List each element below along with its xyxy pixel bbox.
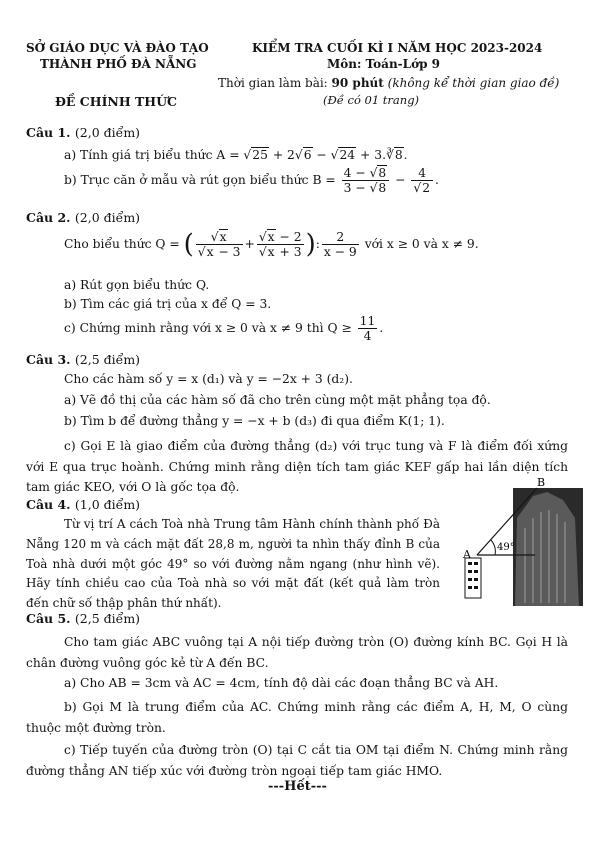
- question-4-heading: Câu 4. (1,0 điểm): [26, 497, 141, 512]
- question-3c: c) Gọi E là giao điểm của đường thẳng (d₂) với trục tung và F là điểm đối xứng với E qua trục hoành. Chứng minh rằng diện tích tam giác KEF gấp hai lần diện tích tam giác KEO, với O là gốc tọa độ.: [26, 439, 568, 494]
- label-angle: 49°: [497, 542, 515, 553]
- question-2b: b) Tìm các giá trị của x để Q = 3.: [64, 297, 272, 311]
- department-line-1: SỞ GIÁO DỤC VÀ ĐÀO TẠO: [26, 41, 209, 55]
- question-1b: b) Trục căn ở mẫu và rút gọn biểu thức B = $\frac{4 - √8}{3 - √8}$ − $\frac{4}{√2}$ .: [64, 166, 439, 195]
- question-5-intro: Cho tam giác ABC vuông tại A nội tiếp đường tròn (O) đường kính BC. Gọi H là chân đường vuông góc kẻ từ A đến BC.: [26, 635, 568, 670]
- question-1a: a) Tính giá trị biểu thức A = √25 + 2√6 − √24 + 3.∛8.: [64, 148, 408, 162]
- question-2c: c) Chứng minh rằng với x ≥ 0 và x ≠ 9 thì Q ≥ $\frac{11}{4}$ .: [64, 314, 384, 343]
- label-B: B: [537, 478, 546, 489]
- time-line: Thời gian làm bài: 90 phút (không kể thời gian giao đề): [218, 76, 560, 90]
- question-3-heading: Câu 3. (2,5 điểm): [26, 352, 141, 367]
- exam-title: KIỂM TRA CUỐI KÌ I NĂM HỌC 2023-2024: [252, 41, 543, 55]
- label-A: A: [463, 548, 471, 561]
- question-3a: a) Vẽ đồ thị của các hàm số đã cho trên cùng một mặt phẳng tọa độ.: [64, 393, 491, 407]
- end-marker: ---Hết---: [268, 779, 327, 794]
- question-5-heading: Câu 5. (2,5 điểm): [26, 611, 141, 626]
- subject: Môn: Toán-Lớp 9: [327, 57, 441, 71]
- observation-building: [465, 558, 481, 598]
- question-4-text: Từ vị trí A cách Toà nhà Trung tâm Hành chính thành phố Đà Nẵng 120 m và cách mặt đất 28,8 m, người ta nhìn thấy đỉnh B của Toà nhà dưới một góc 49° so với đường nằm ngang (như hình vẽ). Hãy tính chiều cao của Toà nhà so với mặt đất (kết quả làm tròn đến chữ số thập phân thứ nhất).: [26, 517, 440, 611]
- question-3-intro: Cho các hàm số y = x (d₁) và y = −2x + 3 (d₂).: [64, 372, 353, 386]
- department-line-2: THÀNH PHỐ ĐÀ NẴNG: [40, 57, 197, 71]
- question-5c: c) Tiếp tuyến của đường tròn (O) tại C cắt tia OM tại điểm N. Chứng minh rằng đường thẳng AN tiếp xúc với đường tròn ngoại tiếp tam giác HMO.: [26, 743, 568, 778]
- question-3b: b) Tìm b để đường thẳng y = −x + b (d₃) đi qua điểm K(1; 1).: [64, 414, 445, 428]
- question-2-expression: Cho biểu thức Q = ( $\frac{√x}{√x - 3}$ + $\frac{√x - 2}{√x + 3}$ ): $\frac{2}{x - 9}$ với x ≥ 0 và x ≠ 9.: [64, 229, 479, 260]
- question-1-heading: Câu 1. (2,0 điểm): [26, 125, 141, 140]
- question-2-heading: Câu 2. (2,0 điểm): [26, 210, 141, 225]
- question-5a: a) Cho AB = 3cm và AC = 4cm, tính độ dài các đoạn thẳng BC và AH.: [64, 676, 499, 690]
- question-5b: b) Gọi M là trung điểm của AC. Chứng minh rằng các điểm A, H, M, O cùng thuộc một đường tròn.: [26, 700, 568, 735]
- question-2a: a) Rút gọn biểu thức Q.: [64, 278, 210, 292]
- official-label: ĐỀ CHÍNH THỨC: [55, 94, 177, 109]
- building-figure: [455, 478, 585, 606]
- pages-note: (Đề có 01 trang): [323, 93, 420, 107]
- angle-arc: [491, 540, 495, 555]
